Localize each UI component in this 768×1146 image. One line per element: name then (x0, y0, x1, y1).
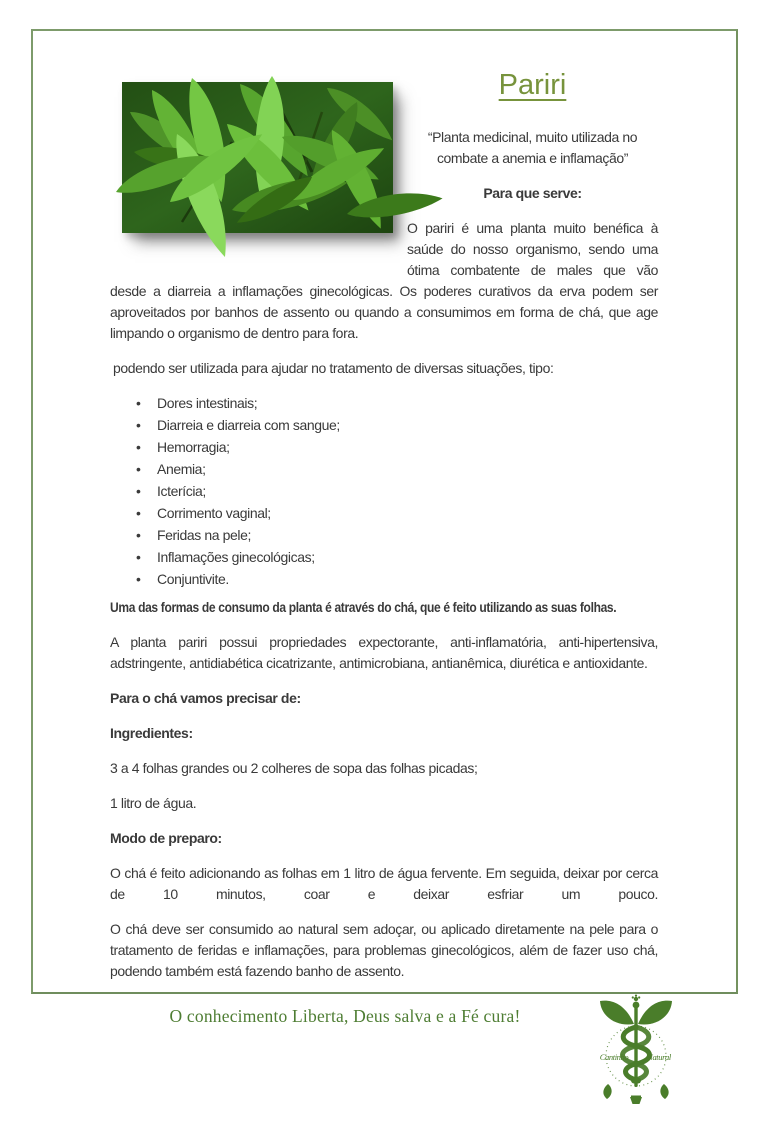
ingredient-line: 3 a 4 folhas grandes ou 2 colheres de sopa das folhas picadas; (110, 760, 478, 776)
list-item: • Corrimento vaginal; (157, 503, 658, 524)
serve-heading: Para que serve: (483, 185, 582, 201)
preparation-paragraph-2: O chá deve ser consumido ao natural sem adoçar, ou aplicado diretamente na pele para o tratamento de feridas e inflamações, para problemas ginecológicos, além de fazer uso chá, podendo também está fazendo banho de assento. (110, 921, 658, 979)
usage-line: podendo ser utilizada para ajudar no tratamento de diversas situações, tipo: (113, 360, 554, 376)
logo-left-text: Cantinho (599, 1052, 629, 1062)
quote-text: “Planta medicinal, muito utilizada no combate a anemia e inflamação” (427, 129, 638, 166)
list-item: • Hemorragia; (157, 437, 658, 458)
intro-paragraph: O pariri é uma planta muito benéfica à saúde do nosso organismo, sendo uma ótima combatente de males que vão desde a diarreia a inflamações ginecológicas. Os poderes curativos da erva podem ser aproveitados por banhos de assento ou quando a consumimos em forma de chá, que age limpando o organismo de dentro para fora. (110, 220, 658, 341)
list-item: • Anemia; (157, 459, 658, 480)
plant-photo-wrap (122, 82, 393, 280)
page-title: Pariri (498, 69, 567, 101)
list-item: • Feridas na pele; (157, 525, 658, 546)
plant-photo (122, 82, 393, 233)
brand-logo (590, 994, 682, 1106)
list-item: • Diarreia e diarreia com sangue; (157, 415, 658, 436)
preparation-paragraph-1: O chá é feito adicionando as folhas em 1 litro de água fervente. Em seguida, deixar por cerca de 10 minutos, coar e deixar esfriar um pouco. (110, 865, 658, 902)
tea-heading: Para o chá vamos precisar de: (110, 690, 301, 706)
page-content (110, 65, 671, 1146)
consumption-line (110, 597, 658, 618)
logo-right-text: Natural (647, 1052, 671, 1062)
list-item: • Icterícia; (157, 481, 658, 502)
list-item: • Conjuntivite. (157, 569, 658, 590)
preparation-heading: Modo de preparo: (110, 830, 222, 846)
list-item: • Dores intestinais; (157, 393, 658, 414)
list-item: • Inflamações ginecológicas; (157, 547, 658, 568)
ingredient-line: 1 litro de água. (110, 795, 197, 811)
footer (110, 1006, 671, 1146)
consumption-line-text: Uma das formas de consumo da planta é através do chá, que é feito utilizando as suas folhas. (110, 599, 617, 615)
conditions-list (110, 393, 658, 590)
ingredients-heading: Ingredientes: (110, 725, 193, 741)
footer-motto: O conhecimento Liberta, Deus salva e a Fé cura! (169, 1006, 521, 1026)
properties-paragraph: A planta pariri possui propriedades expectorante, anti-inflamatória, anti-hipertensiva, adstringente, antidiabética cicatrizante, antimicrobiana, antianêmica, diurética e antioxidante. (110, 634, 658, 671)
caduceus-icon (600, 995, 672, 1105)
